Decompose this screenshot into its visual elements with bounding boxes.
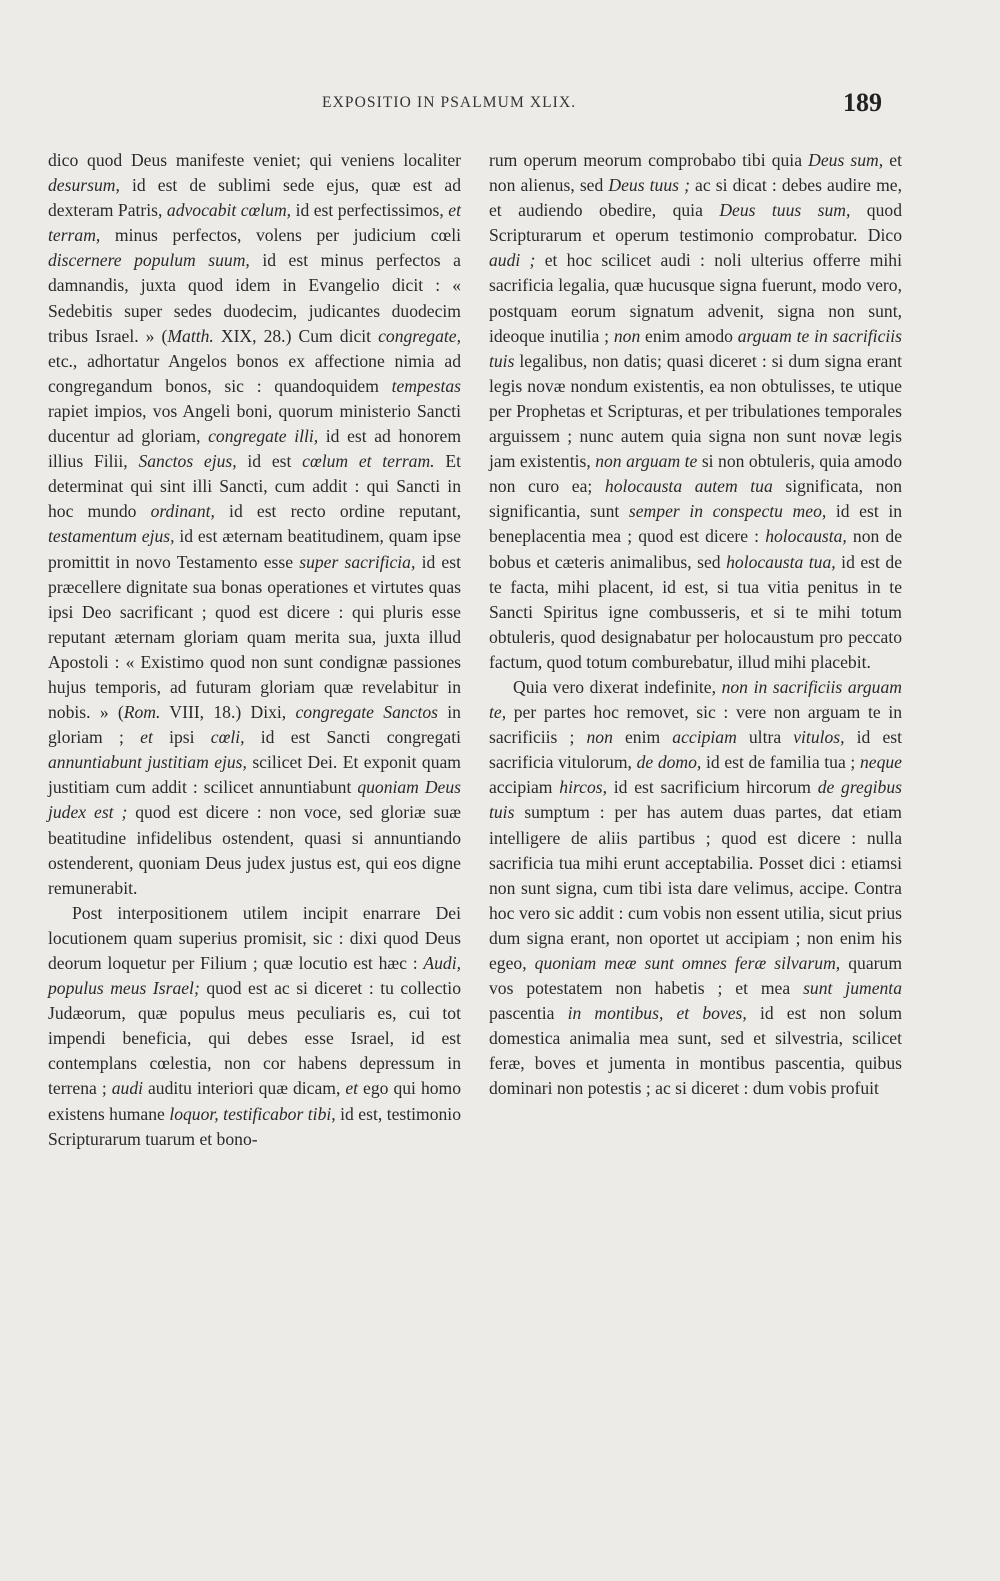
paragraph: rum operum meorum comprobabo tibi quia Deus sum, et non alienus, sed Deus tuus ; ac si dicat : debes audire me, et audiendo obedire, quia Deus tuus sum, quod Scripturarum et operum testimonio comprobatur. Dico audi ; et hoc scilicet audi : noli ulterius offerre mihi sacrificia legalia, quæ hucusque signa fuerunt, modo vero, postquam eorum signatum advenit, signa non sunt, ideoque inutilia ; non enim amodo arguam te in sacrificiis tuis legalibus, non datis; quasi diceret : si dum signa erant legis novæ nondum existentis, ea non obtulisses, te utique per Prophetas et Scripturas, et per tribulationes temporales arguissem ; nunc autem quia signa non sunt novæ legis jam existentis, non arguam te si non obtuleris, quia amodo non curo ea; holocausta autem tua significata, non significantia, sunt semper in conspectu meo, id est in beneplacentia mea ; quod est dicere : holocausta, non de bobus et cæteris animalibus, sed holocausta tua, id est de te facta, mihi placent, id est, si tua vitia penitus in te Sancti Spiritus igne combusseris, et si te mihi totum obtuleris, quod designabatur per holocaustum pro peccato factum, quod totum comburebatur, illud mihi placebit. xyxy=(489,150,903,672)
right-column xyxy=(489,148,902,1102)
page-number: 189 xyxy=(843,88,882,117)
paragraph: dico quod Deus manifeste veniet; qui veniens localiter desursum, id est de sublimi sede ejus, quæ est ad dexteram Patris, advocabit cœlum, id est perfectissimos, et terram, minus perfectos, volens per judicium cœli discernere populum suum, id est minus perfectos a damnandis, juxta quod idem in Evangelio dicit : « Sedebitis super sedes duodecim, judicantes duodecim tribus Israel. » (Matth. XIX, 28.) Cum dicit congregate, etc., adhortatur Angelos bonos ex affectione nimia ad congregandum bonos, sic : quandoquidem tempestas rapiet impios, vos Angeli boni, quorum ministerio Sancti ducentur ad gloriam, congregate illi, id est ad honorem illius Filii, Sanctos ejus, id est cœlum et terram. Et determinat qui sint illi Sancti, cum addit : qui Sancti in hoc mundo ordinant, id est recto ordine reputant, testamentum ejus, id est æternam beatitudinem, quam ipse promittit in novo Testamento esse super sacrificia, id est præcellere dignitate sua bonas operationes et virtutes quas ipsi Deo sacrificant ; quod est dicere : qui pluris esse reputant æternam gloriam quam merita sua, juxta illud Apostoli : « Existimo quod non sunt condignæ passiones hujus temporis, ad futuram gloriam quæ revelabitur in nobis. » (Rom. VIII, 18.) Dixi, congregate Sanctos in gloriam ; et ipsi cœli, id est Sancti congregati annuntiabunt justitiam ejus, scilicet Dei. Et exponit quam justitiam cum addit : scilicet annuntiabunt quoniam Deus judex est ; quod est dicere : non voce, sed gloriæ suæ beatitudine infidelibus ostendent, quasi si annuntiando ostenderent, quoniam Deus judex justus est, qui eos digne remunerabit. xyxy=(48,150,462,898)
left-column xyxy=(48,148,461,1152)
running-title: EXPOSITIO IN PSALMUM XLIX. xyxy=(322,94,577,111)
page-header xyxy=(0,88,1000,122)
paragraph: Quia vero dixerat indefinite, non in sacrificiis arguam te, per partes hoc removet, sic : vere non arguam te in sacrificiis ; non enim accipiam ultra vitulos, id est sacrificia vitulorum, de domo, id est de familia tua ; neque accipiam hircos, id est sacrificium hircorum de gregibus tuis sumptum : per has autem duas partes, dat etiam intelligere de aliis partibus ; quod est dicere : nulla sacrificia tua mihi erunt acceptabilia. Posset dici : etiamsi non sunt signa, cum tibi ista dare velimus, accipe. Contra hoc vero sic addit : cum vobis non essent utilia, sicut prius dum signa erant, non oportet ut accipiam ; non enim his egeo, quoniam meæ sunt omnes feræ silvarum, quarum vos potestatem non habetis ; et mea sunt jumenta pascentia in montibus, et boves, id est non solum domestica animalia mea sunt, sed et silvestria, scilicet feræ, boves et jumenta in montibus pascentia, quibus dominari non potestis ; ac si diceret : dum vobis profuit xyxy=(489,676,903,1099)
paragraph: Post interpositionem utilem incipit enarrare Dei locutionem quam superius promisit, sic : dixi quod Deus deorum loquetur per Filium ; quæ locutio est hæc : Audi, populus meus Israel; quod est ac si diceret : tu collectio Judæorum, quæ populus meus peculiaris es, cui tot impendi beneficia, qui debes esse Israel, id est contemplans cœlestia, non cor habens depressum in terrena ; audi auditu interiori quæ dicam, et ego qui homo existens humane loquor, testificabor tibi, id est, testimonio Scripturarum tuarum et bono- xyxy=(48,902,462,1149)
